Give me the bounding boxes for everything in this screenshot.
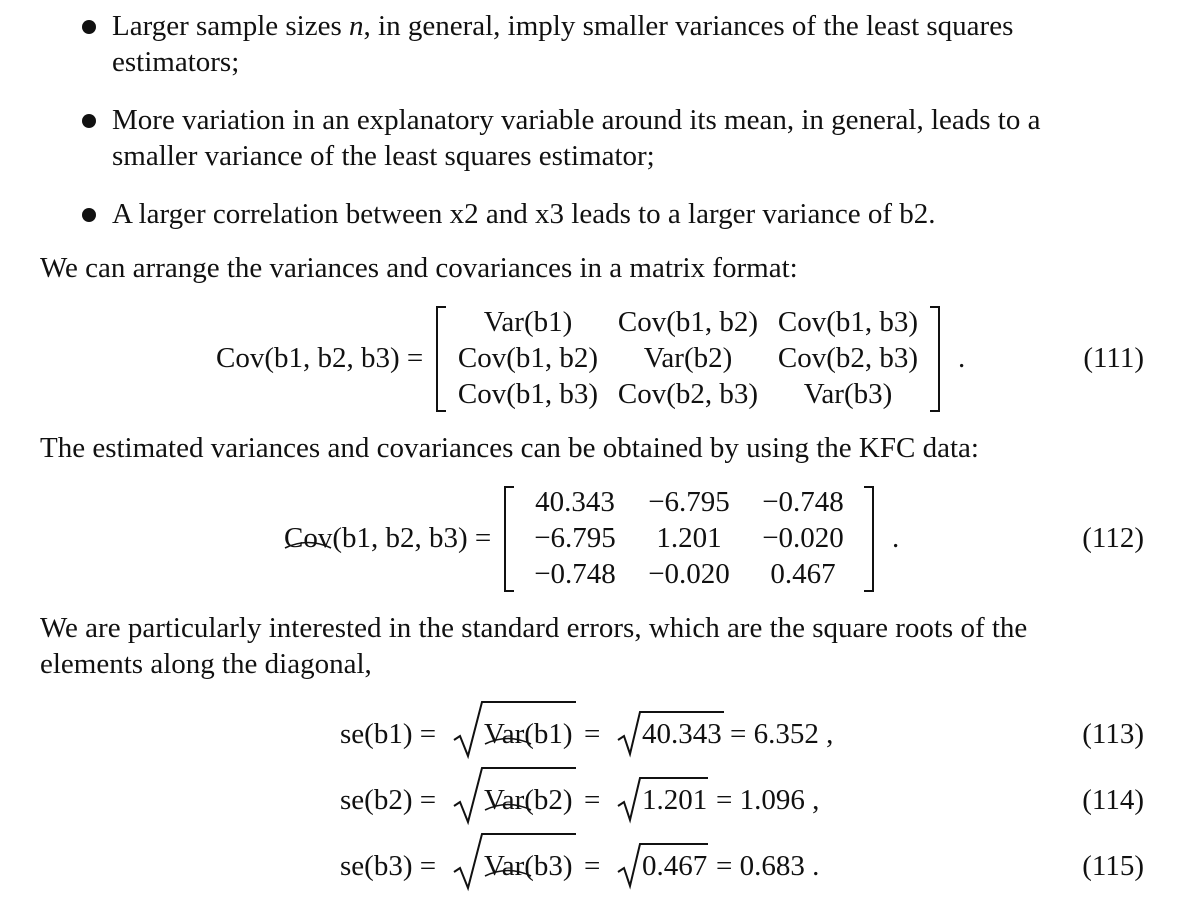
se-var: Var(b1) (484, 718, 573, 750)
eq112-cell: 40.343 (535, 486, 615, 518)
bullet-2-line-1: More variation in an explanatory variable around its mean, in general, leads to a (112, 104, 1041, 136)
se-equation-114 (340, 782, 436, 818)
bullet-item-2 (112, 102, 1144, 174)
se-var-hat (484, 716, 573, 752)
se-lhs: se(b2) = (340, 784, 437, 816)
se-radicand: 0.467 (642, 850, 708, 882)
eq112-left-bracket (504, 486, 514, 592)
eq112-cell: −0.748 (762, 486, 844, 518)
se-var-hat (484, 848, 573, 884)
eq111-cell: Var(b1) (483, 306, 573, 338)
se-equation-113 (340, 716, 436, 752)
se-var: Var(b2) (484, 784, 573, 816)
bullet-item-3: A larger correlation between x2 and x3 leads to a larger variance of b2. (112, 198, 936, 230)
se-lhs: se(b3) = (340, 850, 437, 882)
eq114-number: (114) (1082, 784, 1144, 816)
se-result: = 1.096 , (716, 784, 820, 816)
eq111-cell: Var(b2) (643, 342, 733, 374)
equals-sign: = (584, 718, 601, 750)
eq111-cell: Cov(b1, b2) (617, 306, 759, 338)
eq112-cell: −0.020 (648, 558, 730, 590)
se-radicand: 1.201 (642, 784, 708, 816)
eq111-cell: Var(b3) (803, 378, 893, 410)
eq112-cell: −0.748 (534, 558, 616, 590)
bullet-1-line-2: estimators; (112, 46, 240, 78)
eq112-number: (112) (1082, 522, 1144, 554)
eq112-right-bracket (864, 486, 874, 592)
bullet-1-pre: Larger sample sizes (112, 10, 350, 42)
paragraph-matrix-intro: We can arrange the variances and covariances in a matrix format: (40, 252, 798, 284)
eq111-cell: Cov(b1, b3) (777, 306, 919, 338)
bullet-marker (82, 114, 96, 128)
se-lhs: se(b1) = (340, 718, 437, 750)
eq112-cell: −0.020 (762, 522, 844, 554)
eq113-number: (113) (1082, 718, 1144, 750)
bullet-marker (82, 208, 96, 222)
eq112-lhs (284, 520, 491, 556)
para3-line-1: We are particularly interested in the standard errors, which are the square roots of the (40, 612, 1028, 644)
eq111-left-bracket (436, 306, 446, 412)
se-result: = 0.683 . (716, 850, 820, 882)
eq111-lhs: Cov(b1, b2, b3) = (216, 342, 424, 374)
bullet-1-line-1: , in general, imply smaller variances of the least squares (363, 10, 1014, 42)
math-n: n (349, 10, 364, 42)
eq111-cell: Cov(b2, b3) (777, 342, 919, 374)
equals-sign: = (584, 784, 601, 816)
se-var-hat (484, 782, 573, 818)
se-var: Var(b3) (484, 850, 573, 882)
eq111-number: (111) (1083, 342, 1144, 374)
eq111-period: . (958, 342, 966, 374)
eq112-cell: 1.201 (656, 522, 722, 554)
se-result: = 6.352 , (730, 718, 834, 750)
eq111-cell: Cov(b1, b2) (457, 342, 599, 374)
eq111-right-bracket (930, 306, 940, 412)
eq112-lhs-text: Cov(b1, b2, b3) = (284, 522, 492, 554)
equals-sign: = (584, 850, 601, 882)
paragraph-standard-errors (40, 610, 1144, 682)
eq111-cell: Cov(b1, b3) (457, 378, 599, 410)
eq115-number: (115) (1082, 850, 1144, 882)
se-radicand: 40.343 (642, 718, 722, 750)
paragraph-kfc-data: The estimated variances and covariances can be obtained by using the KFC data: (40, 432, 979, 464)
bullet-marker (82, 20, 96, 34)
eq111-cell: Cov(b2, b3) (617, 378, 759, 410)
eq112-cell: 0.467 (770, 558, 836, 590)
eq112-cell: −6.795 (648, 486, 730, 518)
bullet-item-1 (112, 8, 1144, 80)
se-equation-115 (340, 848, 436, 884)
eq112-cell: −6.795 (534, 522, 616, 554)
bullet-2-line-2: smaller variance of the least squares estimator; (112, 140, 655, 172)
para3-line-2: elements along the diagonal, (40, 648, 372, 680)
eq112-period: . (892, 522, 900, 554)
